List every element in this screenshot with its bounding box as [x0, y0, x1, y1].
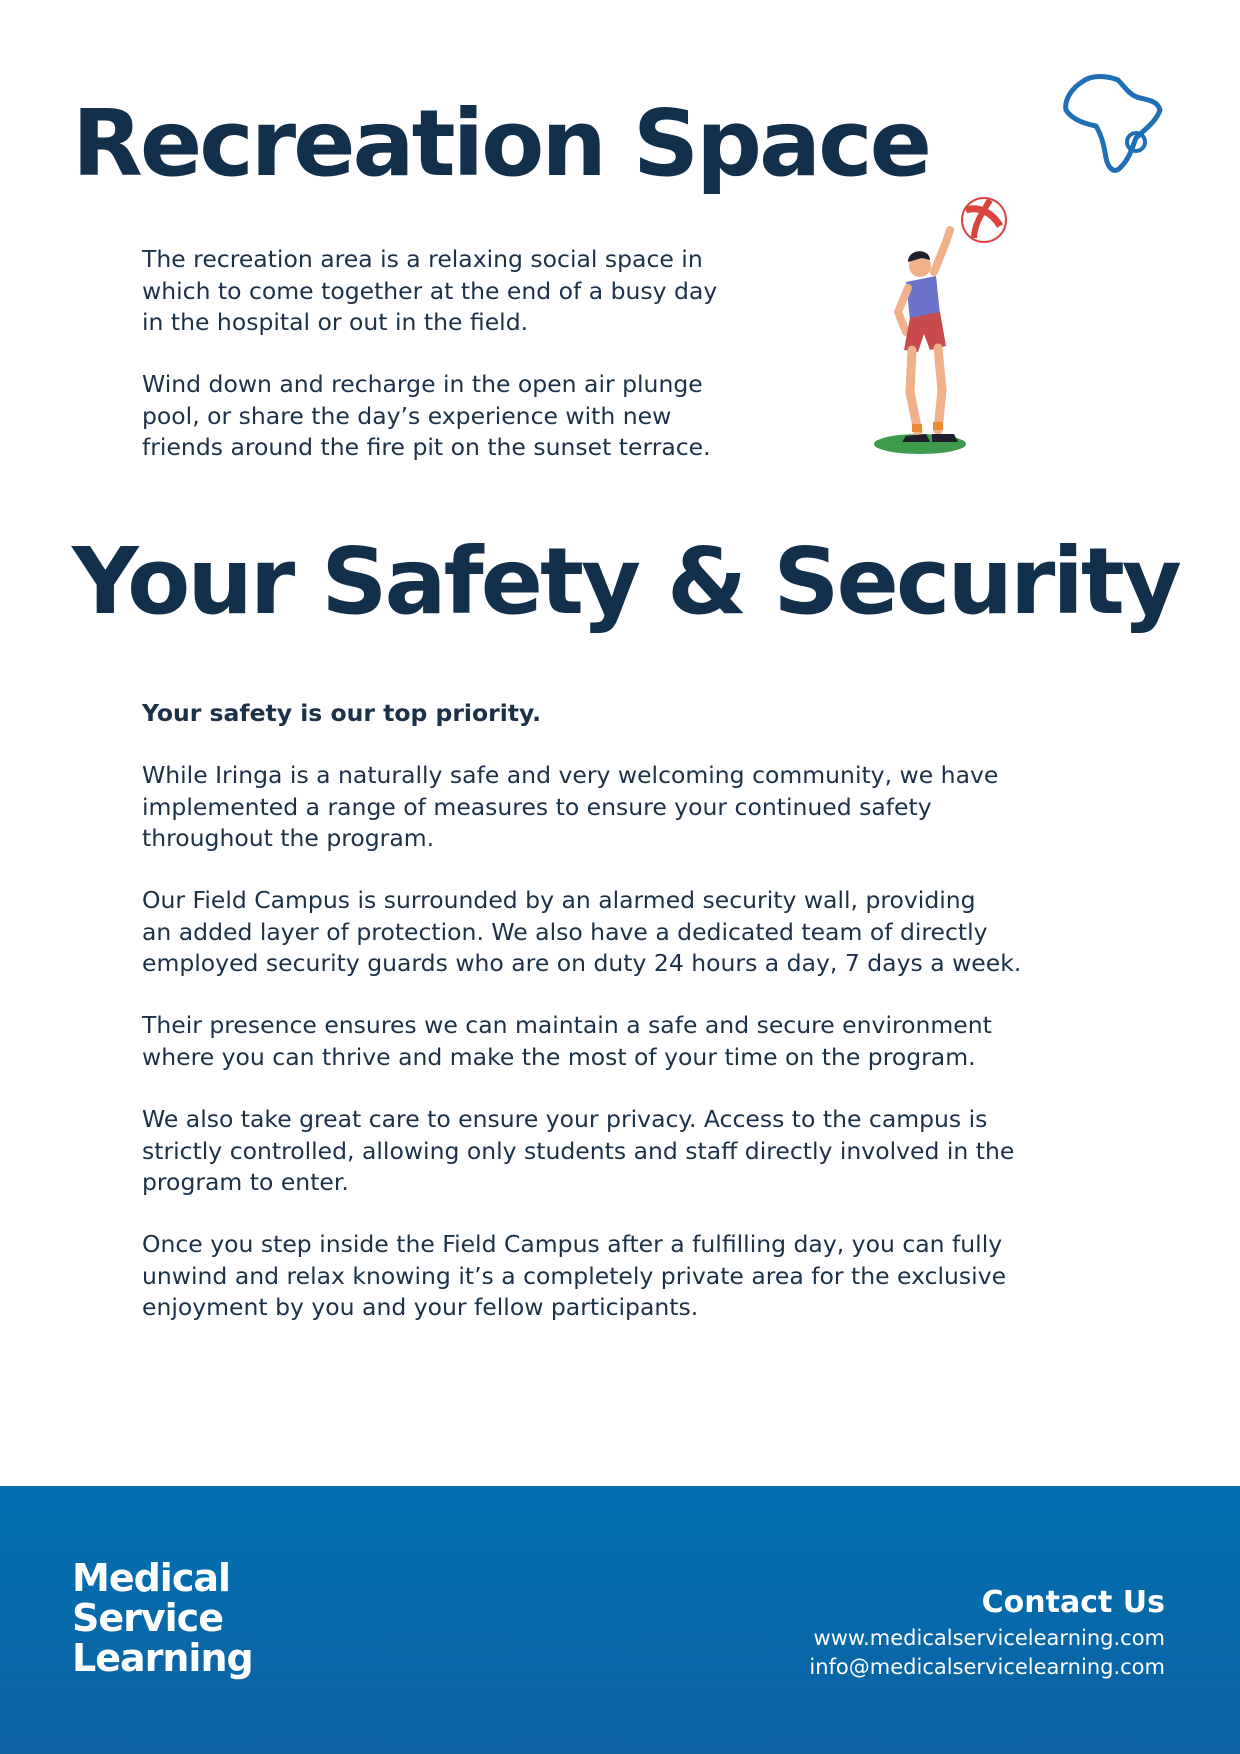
- brand-logo-text: Medical Service Learning: [72, 1556, 253, 1680]
- recreation-paragraph-1: The recreation area is a relaxing social space in which to come together at the end of a busy day in the hospital or out in the field.: [142, 245, 718, 336]
- recreation-paragraph-2: Wind down and recharge in the open air plunge pool, or share the day’s experience with new friends around the fire pit on the sunset terrace.: [142, 370, 711, 461]
- safety-lead: Your safety is our top priority.: [142, 699, 542, 727]
- page-title-recreation: Recreation Space: [72, 90, 929, 197]
- volleyball-player-illustration: [862, 186, 1012, 462]
- safety-paragraph-2: Our Field Campus is surrounded by an alarmed security wall, providing an added layer of protection. We also have a dedicated team of directly employed security guards who are on duty 24 hours a day, 7 days a week.: [142, 886, 1022, 977]
- contact-title: Contact Us: [981, 1585, 1165, 1620]
- safety-paragraph-4: We also take great care to ensure your privacy. Access to the campus is strictly controlled, allowing only students and staff directly involved in the program to enter.: [142, 1105, 1015, 1196]
- footer: [0, 1486, 1240, 1754]
- page-title-safety: Your Safety & Security: [72, 528, 1179, 635]
- contact-block: [809, 1586, 1165, 1682]
- africa-map-icon: [1060, 70, 1170, 180]
- safety-paragraph-3: Their presence ensures we can maintain a safe and secure environment where you can thrive and make the most of your time on the program.: [142, 1011, 992, 1071]
- email-link[interactable]: info@medicalservicelearning.com: [809, 1655, 1165, 1679]
- safety-paragraph-1: While Iringa is a naturally safe and very welcoming community, we have implemented a range of measures to ensure your continued safety throughout the program.: [142, 761, 999, 852]
- safety-paragraph-5: Once you step inside the Field Campus after a fulfilling day, you can fully unwind and relax knowing it’s a completely private area for the exclusive enjoyment by you and your fellow participants.: [142, 1230, 1007, 1321]
- website-link[interactable]: www.medicalservicelearning.com: [813, 1626, 1165, 1650]
